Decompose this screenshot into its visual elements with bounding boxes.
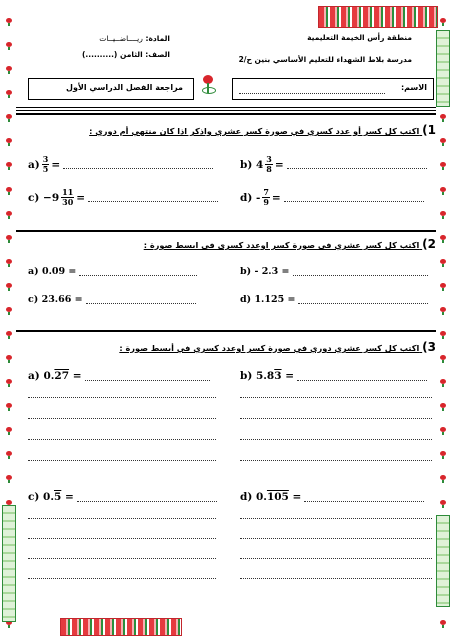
flower-icon: [439, 283, 447, 291]
repeating-digits: 3: [274, 370, 282, 382]
work-line[interactable]: [240, 460, 432, 461]
subject-label: المادة:: [145, 34, 170, 43]
grade-label: الصف:: [145, 50, 170, 59]
item-label: c): [28, 191, 40, 204]
item-label: d): [240, 191, 253, 204]
flower-icon: [5, 114, 13, 122]
q2-title: [144, 237, 436, 251]
q2-item-d: [240, 294, 428, 305]
item-text: a) 0.09 =: [28, 266, 77, 277]
item-label: a): [28, 370, 40, 382]
flower-icon: [5, 162, 13, 170]
work-line[interactable]: [240, 439, 432, 440]
flower-icon: [5, 451, 13, 459]
flower-icon: [439, 187, 447, 195]
sign: -: [255, 191, 261, 204]
work-line[interactable]: [28, 558, 216, 559]
q2-divider: [16, 330, 436, 332]
answer-line[interactable]: [85, 372, 210, 381]
answer-line[interactable]: [86, 295, 196, 304]
flower-icon: [5, 427, 13, 435]
flower-icon: [439, 18, 447, 26]
answer-line[interactable]: [304, 493, 424, 502]
bottom-decorative-logo: [60, 618, 182, 636]
q1-instruction: اكتب كل كسر أو عدد كسري في صورة كسر عشري واذكر اذا كان منتهي أم دوري :: [89, 126, 420, 136]
subject-value: ريــــاضــيــات: [99, 34, 143, 43]
q1-item-c: [28, 188, 218, 207]
q2-item-a: [28, 266, 197, 277]
work-line[interactable]: [28, 518, 216, 519]
flower-icon: [5, 187, 13, 195]
q3-title: [119, 340, 436, 354]
fraction: $\frac{11}{30}$: [62, 187, 74, 207]
flower-icon: [439, 307, 447, 315]
header-divider-2: [16, 113, 436, 115]
right-decorative-band-lower: [436, 515, 450, 607]
item-label: b): [240, 370, 253, 382]
flower-icon: [5, 259, 13, 267]
item-label: b): [240, 158, 253, 171]
decimal-base: 5.8: [255, 370, 275, 382]
title-box: [28, 78, 194, 100]
answer-line[interactable]: [63, 160, 213, 169]
item-text: c) 23.66 =: [28, 294, 83, 305]
item-label: a): [28, 158, 40, 171]
q2-number: 2): [422, 237, 436, 251]
answer-line[interactable]: [293, 267, 428, 276]
q1-item-d: [240, 188, 424, 207]
flower-icon: [439, 379, 447, 387]
q3-instruction: اكتب كل كسر عشري دوري في صورة كسر اوعدد كسري في أبسط صورة :: [119, 343, 420, 353]
equals-sign: =: [76, 191, 86, 204]
flower-icon: [439, 331, 447, 339]
q2-item-c: [28, 294, 196, 305]
q1-item-a: [28, 155, 213, 174]
work-line[interactable]: [28, 397, 216, 398]
equals-sign: =: [72, 370, 82, 382]
answer-line[interactable]: [88, 193, 218, 202]
answer-line[interactable]: [77, 493, 217, 502]
q3-item-b: [240, 370, 427, 382]
flower-icon: [5, 475, 13, 483]
repeating-digits: 5: [54, 491, 62, 503]
flower-icon: [439, 355, 447, 363]
fraction: $\frac{3}{8}$: [266, 154, 272, 174]
flower-icon: [439, 427, 447, 435]
answer-line[interactable]: [297, 372, 427, 381]
decimal-base: 0.: [43, 370, 55, 382]
repeating-digits: 105: [266, 491, 289, 503]
work-line[interactable]: [240, 518, 432, 519]
flower-icon: [5, 403, 13, 411]
name-line[interactable]: [239, 93, 385, 94]
q3-item-a: [28, 370, 210, 382]
flower-icon: [439, 500, 447, 508]
worksheet-title: مراجعة الفصل الدراسي الأول: [66, 83, 183, 92]
repeating-digits: 27: [54, 370, 70, 382]
flower-icon: [439, 259, 447, 267]
flower-icon: [439, 475, 447, 483]
whole-number: −9: [43, 191, 60, 204]
answer-line[interactable]: [298, 295, 428, 304]
item-label: c): [28, 491, 40, 503]
flower-icon: [5, 331, 13, 339]
work-line[interactable]: [240, 397, 432, 398]
equals-sign: =: [51, 158, 61, 171]
fraction: $\frac{3}{5}$: [42, 154, 49, 174]
name-label: الاسم:: [400, 83, 427, 92]
q2-item-b: [240, 266, 428, 277]
equals-sign: =: [292, 491, 302, 503]
flower-icon: [5, 18, 13, 26]
equals-sign: =: [285, 370, 295, 382]
flower-icon: [5, 211, 13, 219]
work-line[interactable]: [240, 578, 432, 579]
q1-item-b: [240, 155, 427, 174]
flower-icon: [5, 42, 13, 50]
decimal-base: 0.: [255, 491, 267, 503]
q1-number: 1): [422, 123, 436, 137]
flower-icon: [5, 379, 13, 387]
work-line[interactable]: [240, 538, 432, 539]
right-decorative-band: [436, 30, 450, 107]
flower-icon: [5, 283, 13, 291]
flower-icon: [5, 307, 13, 315]
q1-title: [89, 123, 436, 137]
answer-line[interactable]: [284, 193, 424, 202]
q1-divider: [16, 230, 436, 232]
work-line[interactable]: [28, 439, 216, 440]
grade-value: الثامن: [119, 50, 143, 59]
item-text: d) 1.125 =: [240, 294, 296, 305]
equals-sign: =: [274, 158, 284, 171]
flower-icon: [5, 138, 13, 146]
equals-sign: =: [64, 491, 74, 503]
q3-item-d: [240, 491, 424, 503]
flower-icon: [5, 235, 13, 243]
section-value: (..........): [82, 50, 118, 59]
top-decorative-logo: [318, 6, 438, 28]
flower-icon: [439, 162, 447, 170]
work-line[interactable]: [240, 558, 432, 559]
q3-item-c: [28, 491, 217, 503]
answer-line[interactable]: [287, 160, 427, 169]
q2-instruction: اكتب كل كسر عشري فى صورة كسر اوعدد كسرى فى ابسط صورة :: [143, 240, 420, 250]
flower-icon: [439, 451, 447, 459]
school-name: مدرسة بلاط الشهداء للتعليم الأساسي بنين ح/2: [238, 55, 412, 64]
flower-icon: [5, 90, 13, 98]
flower-icon: [439, 114, 447, 122]
flower-icon: [439, 620, 447, 628]
flower-icon: [439, 138, 447, 146]
equals-sign: =: [271, 191, 281, 204]
whole-number: 4: [255, 158, 264, 171]
item-label: d): [240, 491, 253, 503]
decimal-base: 0.: [43, 491, 54, 503]
work-line[interactable]: [28, 538, 216, 539]
flower-icon: [439, 235, 447, 243]
header-divider: [16, 107, 436, 111]
flower-icon: [5, 355, 13, 363]
subject-row: [60, 34, 170, 43]
left-decorative-band: [2, 505, 16, 622]
answer-line[interactable]: [79, 267, 197, 276]
rose-icon: [200, 75, 216, 95]
flower-icon: [439, 403, 447, 411]
q3-number: 3): [422, 340, 436, 354]
region-name: منطقة رأس الخيمة التعليمية: [307, 33, 412, 42]
item-text: b) - 2.3 =: [240, 266, 290, 277]
work-line[interactable]: [28, 418, 216, 419]
flower-icon: [5, 66, 13, 74]
name-box: [232, 78, 434, 100]
flower-icon: [439, 211, 447, 219]
work-line[interactable]: [240, 418, 432, 419]
grade-row: [50, 50, 170, 59]
work-line[interactable]: [28, 578, 216, 579]
fraction: $\frac{7}{9}$: [263, 187, 269, 207]
work-line[interactable]: [28, 460, 216, 461]
